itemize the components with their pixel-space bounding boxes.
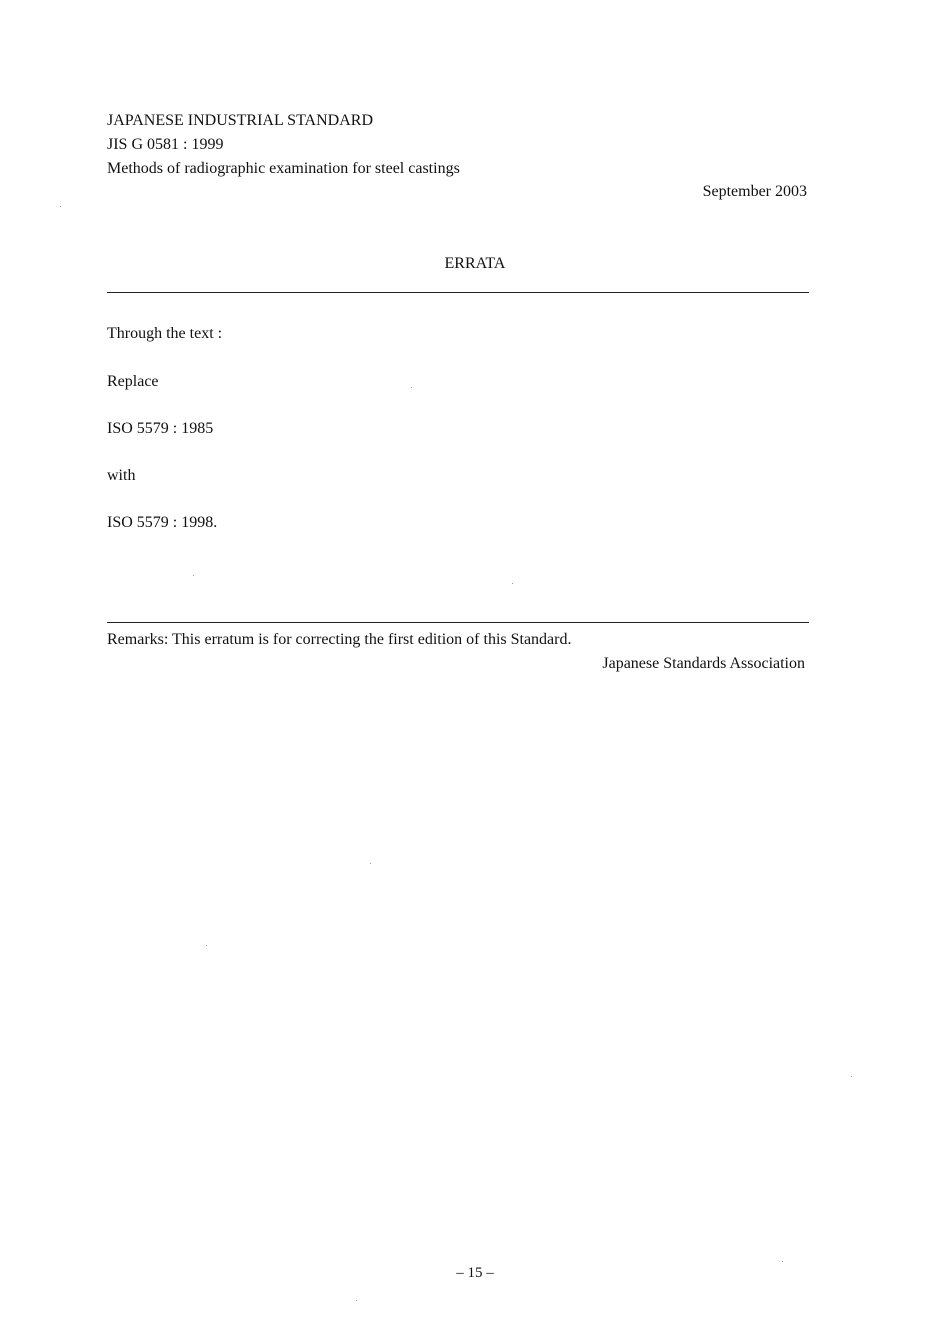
errata-line-with: with bbox=[107, 467, 136, 484]
standard-org: JAPANESE INDUSTRIAL STANDARD bbox=[107, 112, 373, 129]
errata-line-old-ref: ISO 5579 : 1985 bbox=[107, 420, 214, 437]
scan-speck bbox=[356, 1300, 357, 1301]
scan-speck bbox=[60, 206, 61, 207]
errata-date: September 2003 bbox=[702, 183, 807, 200]
scan-speck bbox=[851, 1076, 852, 1077]
errata-heading: ERRATA bbox=[444, 255, 506, 272]
errata-line-replace: Replace bbox=[107, 373, 159, 390]
remarks-text: Remarks: This erratum is for correcting the first edition of this Standard. bbox=[107, 631, 572, 648]
scan-speck bbox=[370, 863, 371, 864]
scan-speck bbox=[512, 583, 513, 584]
scan-speck bbox=[782, 1261, 783, 1262]
errata-line-scope: Through the text : bbox=[107, 325, 223, 342]
standard-title: Methods of radiographic examination for steel castings bbox=[107, 160, 460, 177]
standard-code: JIS G 0581 : 1999 bbox=[107, 136, 224, 153]
errata-line-new-ref: ISO 5579 : 1998. bbox=[107, 514, 218, 531]
page-number: – 15 – bbox=[456, 1265, 494, 1281]
scan-speck bbox=[411, 387, 412, 388]
bottom-divider bbox=[107, 622, 809, 623]
publisher-name: Japanese Standards Association bbox=[602, 655, 805, 672]
scan-speck bbox=[206, 945, 207, 946]
scan-speck bbox=[193, 575, 194, 576]
top-divider bbox=[107, 292, 809, 293]
